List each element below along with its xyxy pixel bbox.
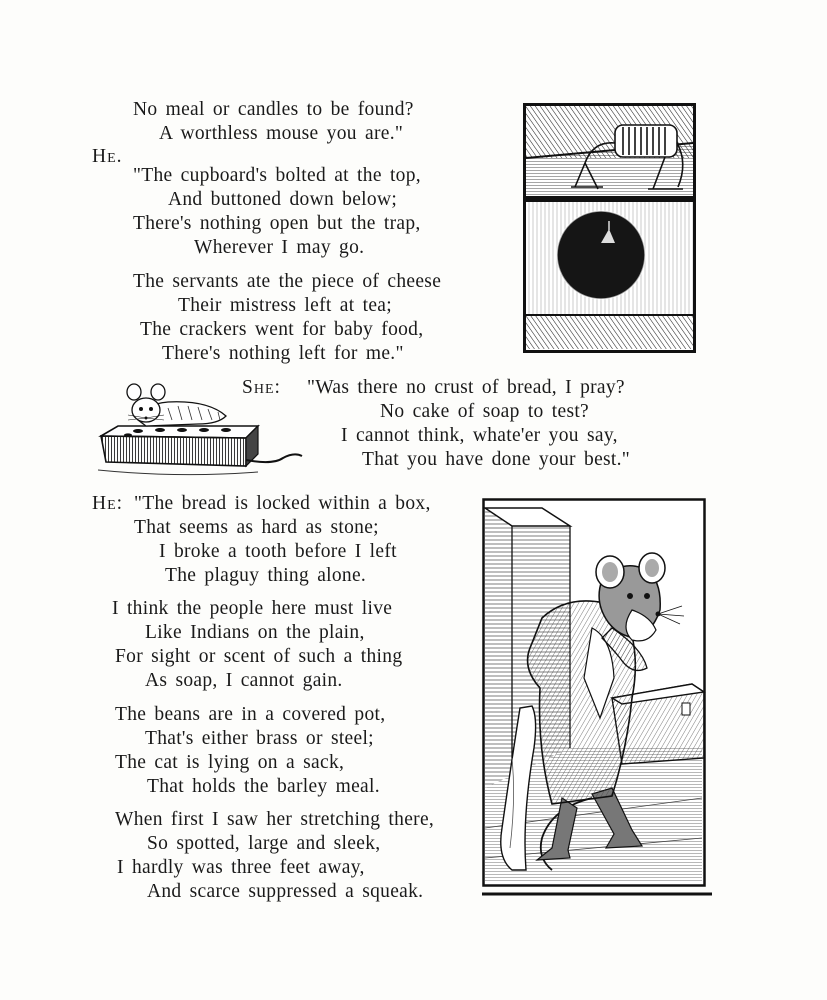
mouse-in-coat-illustration [482, 498, 712, 898]
poem-line: No meal or candles to be found? [133, 99, 414, 120]
poem-line: The cat is lying on a sack, [115, 752, 345, 773]
poem-line: The plaguy thing alone. [165, 565, 367, 586]
poem-line: A worthless mouse you are." [159, 123, 404, 144]
mousetrap-hole-illustration [523, 103, 696, 353]
poem-line: That holds the barley meal. [147, 776, 380, 797]
poem-line: "The cupboard's bolted at the top, [133, 165, 421, 186]
poem-line: The servants ate the piece of cheese [133, 271, 442, 292]
poem-line: I think the people here must live [112, 598, 393, 619]
poem-line: Like Indians on the plain, [145, 622, 365, 643]
poem-line: That you have done your best." [362, 449, 631, 470]
poem-line: That seems as hard as stone; [134, 517, 379, 538]
speaker-label: He: [92, 493, 124, 514]
speaker-label: He. [92, 146, 123, 167]
poem-line: That's either brass or steel; [145, 728, 374, 749]
poem-line: And scarce suppressed a squeak. [147, 881, 424, 902]
poem-line: So spotted, large and sleek, [147, 833, 381, 854]
poem-line: "The bread is locked within a box, [134, 493, 431, 514]
poem-line: "Was there no crust of bread, I pray? [307, 377, 625, 398]
poem-line: Their mistress left at tea; [178, 295, 392, 316]
poem-line: And buttoned down below; [168, 189, 398, 210]
poem-line: There's nothing left for me." [162, 343, 404, 364]
poem-line: When first I saw her stretching there, [115, 809, 435, 830]
poem-line: Wherever I may go. [194, 237, 365, 258]
poem-line: For sight or scent of such a thing [115, 646, 403, 667]
poem-line: The crackers went for baby food, [140, 319, 424, 340]
poem-line: I broke a tooth before I left [159, 541, 397, 562]
mouse-on-cracker-tin-illustration [98, 380, 303, 480]
poem-line: The beans are in a covered pot, [115, 704, 386, 725]
speaker-label: She: [242, 377, 281, 398]
poem-line: I cannot think, whate'er you say, [341, 425, 618, 446]
poem-line: There's nothing open but the trap, [133, 213, 421, 234]
poem-line: No cake of soap to test? [380, 401, 590, 422]
poem-line: As soap, I cannot gain. [145, 670, 343, 691]
poem-line: I hardly was three feet away, [117, 857, 365, 878]
